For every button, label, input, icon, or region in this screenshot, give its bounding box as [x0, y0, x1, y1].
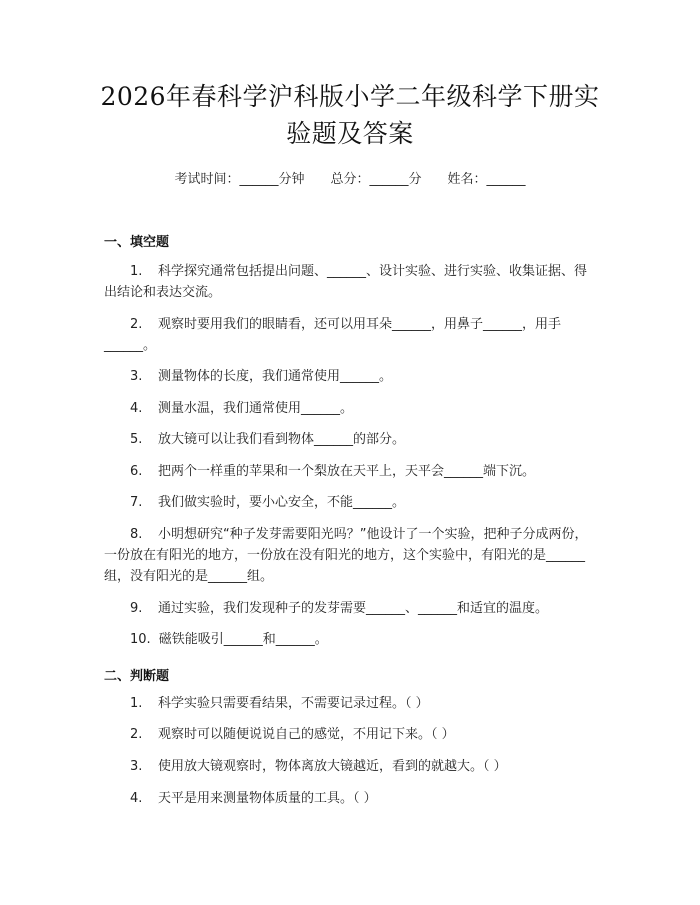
question-number: 5. — [130, 432, 143, 447]
question-text: 把两个一样重的苹果和一个梨放在天平上，天平会______端下沉。 — [158, 464, 536, 479]
question-number: 6. — [130, 464, 143, 479]
question-text: 使用放大镜观察时，物体离放大镜越近，看到的就越大。（ ） — [158, 759, 507, 774]
question-number: 4. — [130, 791, 143, 806]
page-title: 2026年春科学沪科版小学二年级科学下册实验题及答案 — [100, 82, 600, 148]
question-number: 2. — [130, 317, 143, 332]
section-heading-fill-blank: 一、填空题 — [104, 235, 170, 250]
question-number: 3. — [130, 759, 143, 774]
question-number: 10. — [130, 632, 151, 647]
question-item — [104, 429, 599, 450]
question-text: 放大镜可以让我们看到物体______的部分。 — [158, 432, 406, 447]
question-text: 科学探究通常包括提出问题、______、设计实验、进行实验、收集证据、得出结论和表达交流。 — [104, 264, 588, 300]
question-item — [104, 524, 599, 587]
question-text: 我们做实验时，要小心安全，不能______。 — [158, 495, 406, 510]
exam-score: 总分：______分 — [330, 172, 422, 187]
question-text: 观察时要用我们的眼睛看，还可以用耳朵______，用鼻子______，用手______。 — [104, 317, 562, 353]
question-number: 2. — [130, 727, 143, 742]
section-heading-true-false: 二、判断题 — [104, 669, 170, 684]
question-number: 8. — [130, 527, 143, 542]
question-number: 1. — [130, 264, 143, 279]
question-item — [104, 461, 599, 482]
question-item — [104, 598, 599, 619]
question-text: 科学实验只需要看结果，不需要记录过程。（ ） — [158, 696, 429, 711]
question-item — [104, 492, 599, 513]
question-text: 测量水温，我们通常使用______。 — [158, 401, 354, 416]
question-item — [104, 366, 599, 387]
question-text: 测量物体的长度，我们通常使用______。 — [158, 369, 393, 384]
question-item — [104, 724, 599, 745]
question-text: 天平是用来测量物体质量的工具。（ ） — [158, 791, 377, 806]
question-item — [104, 693, 599, 714]
question-item — [104, 398, 599, 419]
question-number: 4. — [130, 401, 143, 416]
question-number: 3. — [130, 369, 143, 384]
exam-time: 考试时间：______分钟 — [174, 172, 305, 187]
question-number: 9. — [130, 601, 143, 616]
question-item — [104, 629, 599, 650]
question-item — [104, 788, 599, 809]
exam-name: 姓名：______ — [447, 172, 526, 187]
question-text: 小明想研究“种子发芽需要阳光吗？”他设计了一个实验，把种子分成两份，一份放在有阳光的地方，一份放在没有阳光的地方，这个实验中，有阳光的是______组，没有阳光的是______组。 — [104, 527, 588, 584]
question-number: 1. — [130, 696, 143, 711]
question-text: 观察时可以随便说说自己的感觉，不用记下来。（ ） — [158, 727, 455, 742]
question-number: 7. — [130, 495, 143, 510]
question-text: 通过实验，我们发现种子的发芽需要______、______和适宜的温度。 — [158, 601, 549, 616]
question-item — [104, 314, 599, 356]
question-item — [104, 261, 599, 303]
question-text: 磁铁能吸引______和______。 — [158, 632, 328, 647]
exam-meta — [0, 168, 700, 187]
question-item — [104, 756, 599, 777]
